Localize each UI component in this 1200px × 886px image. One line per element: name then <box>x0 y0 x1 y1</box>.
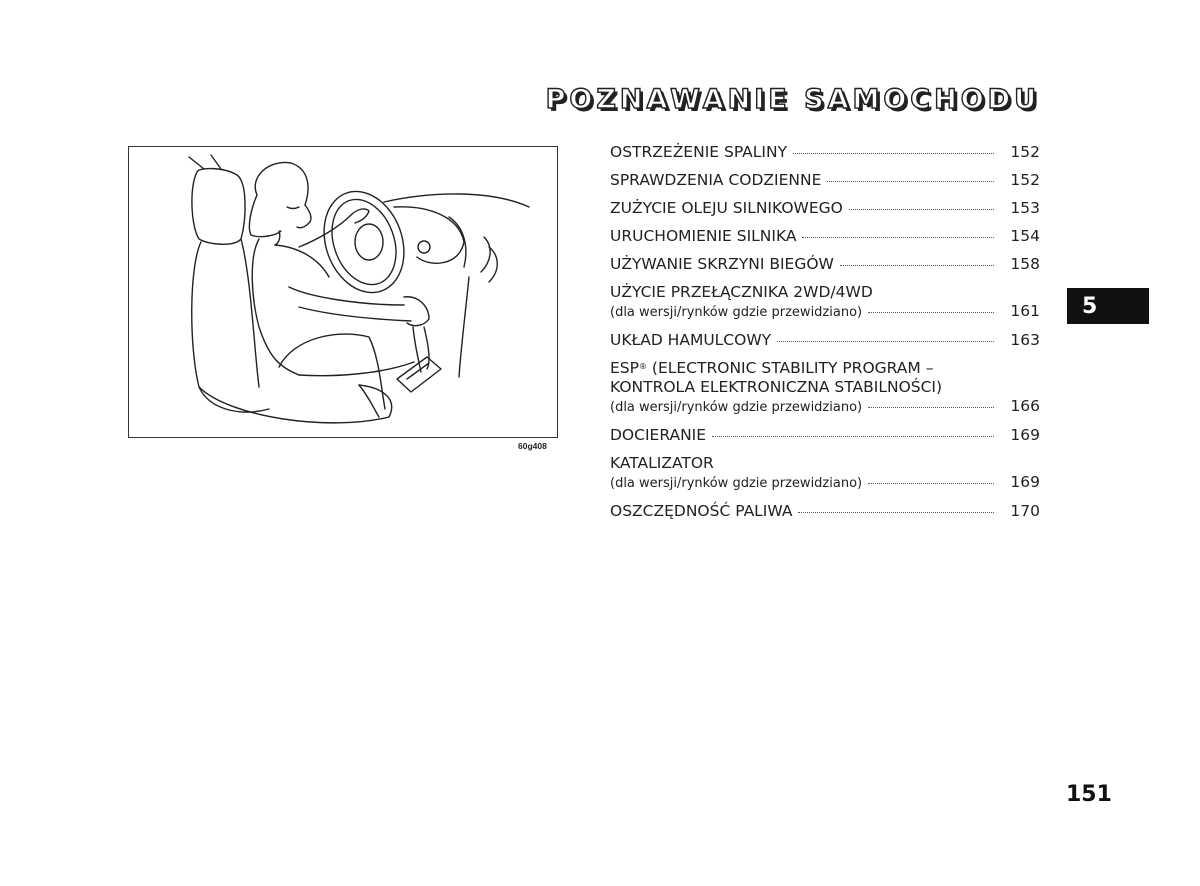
page-number: 151 <box>1066 782 1112 807</box>
dot-leader <box>777 340 994 342</box>
toc-line <box>610 331 1040 350</box>
toc-line <box>610 227 1040 246</box>
figure-code: 60g408 <box>518 441 547 451</box>
dot-leader <box>802 236 994 238</box>
toc-entry <box>610 199 1040 218</box>
table-of-contents <box>610 143 1040 530</box>
toc-line-text: (dla wersji/rynków gdzie przewidziano) <box>610 305 863 320</box>
toc-page-number: 163 <box>1010 331 1040 349</box>
toc-line-text: OSZCZĘDNOŚĆ PALIWA <box>610 502 793 520</box>
toc-line <box>610 171 1040 190</box>
woman-driving-icon <box>129 147 559 439</box>
toc-entry <box>610 143 1040 162</box>
toc-line-text: OSTRZEŻENIE SPALINY <box>610 143 788 161</box>
dot-leader <box>712 435 994 437</box>
toc-entry <box>610 502 1040 521</box>
toc-entry <box>610 331 1040 350</box>
toc-line <box>610 426 1040 445</box>
toc-line <box>610 454 1040 473</box>
dot-leader <box>793 152 994 154</box>
toc-page-number: 169 <box>1010 426 1040 444</box>
page-title: POZNAWANIE SAMOCHODU <box>545 84 1040 115</box>
dot-leader <box>868 311 994 313</box>
toc-line-rest: (ELECTRONIC STABILITY PROGRAM – <box>646 359 934 377</box>
toc-page-number: 170 <box>1010 502 1040 520</box>
toc-page-number: 166 <box>1010 397 1040 415</box>
toc-line-text <box>610 359 933 378</box>
toc-page-number: 161 <box>1010 302 1040 320</box>
toc-line-prefix: ESP <box>610 359 639 377</box>
toc-entry <box>610 171 1040 190</box>
toc-line-text: UŻYWANIE SKRZYNI BIEGÓW <box>610 255 834 273</box>
section-tab <box>1067 288 1149 324</box>
toc-line <box>610 397 1040 417</box>
toc-entry <box>610 227 1040 246</box>
toc-line-text: UKŁAD HAMULCOWY <box>610 331 772 349</box>
toc-line-text: UŻYCIE PRZEŁĄCZNIKA 2WD/4WD <box>610 283 873 301</box>
figure-illustration <box>128 146 558 438</box>
toc-entry <box>610 426 1040 445</box>
toc-page-number: 152 <box>1010 171 1040 189</box>
toc-entry <box>610 359 1040 417</box>
dot-leader <box>827 180 994 182</box>
toc-line-text: URUCHOMIENIE SILNIKA <box>610 227 797 245</box>
toc-line-text: (dla wersji/rynków gdzie przewidziano) <box>610 476 863 491</box>
toc-page-number: 152 <box>1010 143 1040 161</box>
section-tab-number: 5 <box>1082 293 1098 319</box>
toc-line <box>610 502 1040 521</box>
toc-line-text: KONTROLA ELEKTRONICZNA STABILNOŚCI) <box>610 378 943 396</box>
toc-line <box>610 143 1040 162</box>
toc-line <box>610 255 1040 274</box>
toc-line <box>610 199 1040 218</box>
toc-line-text: ZUŻYCIE OLEJU SILNIKOWEGO <box>610 199 843 217</box>
toc-line <box>610 283 1040 302</box>
toc-page-number: 169 <box>1010 473 1040 491</box>
toc-line-text: (dla wersji/rynków gdzie przewidziano) <box>610 400 863 415</box>
toc-entry <box>610 283 1040 322</box>
toc-page-number: 154 <box>1010 227 1040 245</box>
toc-line-text: SPRAWDZENIA CODZIENNE <box>610 171 822 189</box>
toc-page-number: 158 <box>1010 255 1040 273</box>
toc-line <box>610 473 1040 493</box>
toc-line <box>610 359 1040 378</box>
toc-entry <box>610 454 1040 493</box>
toc-line <box>610 302 1040 322</box>
dot-leader <box>868 406 994 408</box>
dot-leader <box>840 264 994 266</box>
toc-line <box>610 378 1040 397</box>
toc-page-number: 153 <box>1010 199 1040 217</box>
toc-line-text: KATALIZATOR <box>610 454 714 472</box>
dot-leader <box>798 511 994 513</box>
dot-leader <box>868 482 994 484</box>
toc-line-text: DOCIERANIE <box>610 426 707 444</box>
dot-leader <box>849 208 994 210</box>
toc-entry <box>610 255 1040 274</box>
registered-mark: ® <box>638 362 647 371</box>
